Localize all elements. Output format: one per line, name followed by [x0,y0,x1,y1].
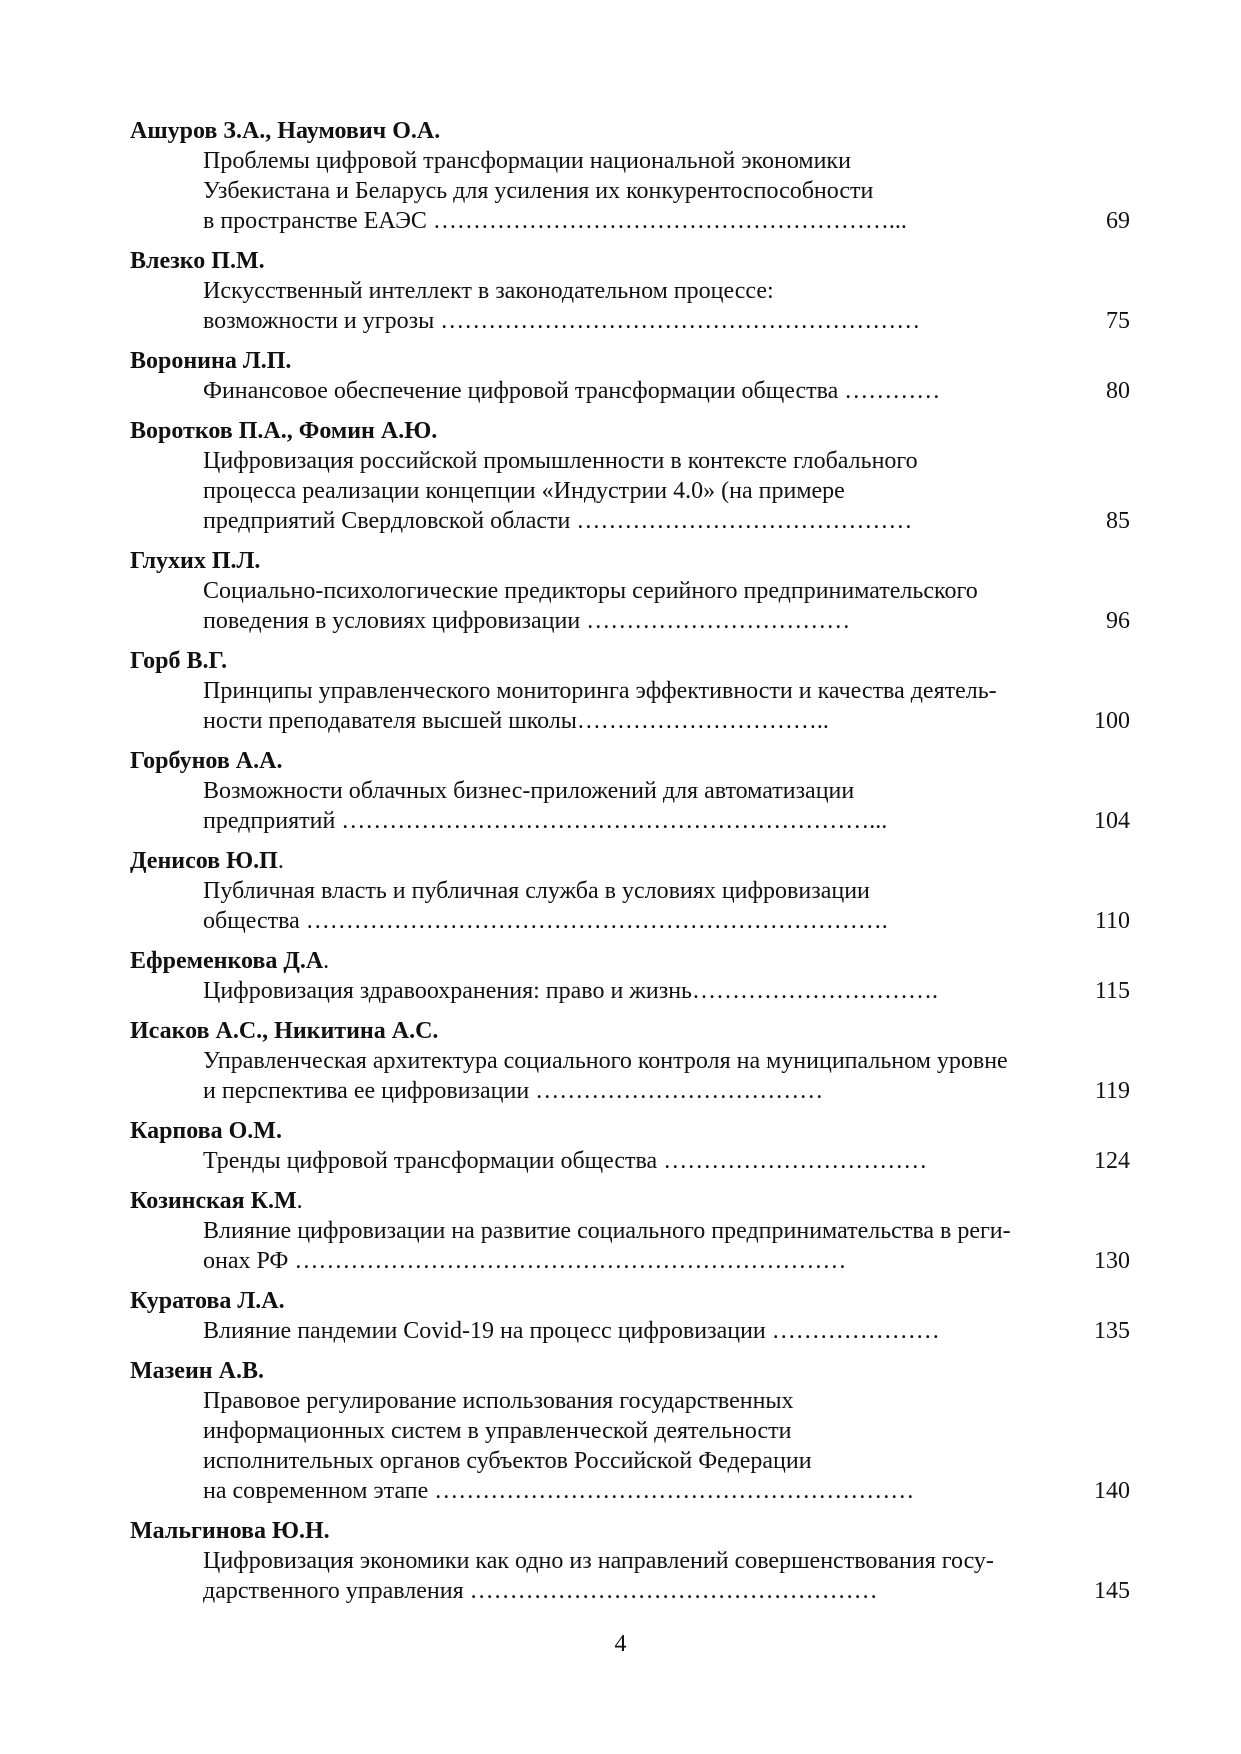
title-line: информационных систем в управленческой деятельности [203,1418,792,1444]
toc-entry-page: 119 [1094,1078,1130,1104]
toc-entry-title [130,876,1130,936]
toc-entry [130,1016,1130,1106]
title-line: на современном этапе …………………………………………………… [203,1478,915,1504]
toc-entry-page: 145 [1094,1578,1130,1604]
toc-entry-title [130,1046,1130,1106]
toc-entry-authors [130,1286,1130,1316]
title-line: предприятий …………………………………………………………... [203,808,888,834]
toc-entry-page: 130 [1094,1248,1130,1274]
toc-entry-authors [130,946,1130,976]
toc-entry [130,846,1130,936]
toc-entry-title [130,1316,1130,1346]
toc-entry [130,946,1130,1006]
title-line: Цифровизация экономики как одно из направлений совершенствования госу- [203,1548,994,1574]
toc-entry-page: 80 [1106,378,1130,404]
author-names: Ефременкова Д.А [130,948,324,974]
toc-entry-page: 96 [1106,608,1130,634]
title-line: Принципы управленческого мониторинга эффективности и качества деятель- [203,678,997,704]
author-names: Куратова Л.А. [130,1288,285,1314]
toc-entry-authors [130,846,1130,876]
author-names: Воротков П.А., Фомин А.Ю. [130,418,438,444]
toc-entry-title [130,276,1130,336]
author-names: Глухих П.Л. [130,548,261,574]
title-line: в пространстве ЕАЭС …………………………………………………... [203,208,907,234]
toc-entry [130,1516,1130,1606]
title-line: дарственного управления …………………………………………… [203,1578,878,1604]
title-line: Узбекистана и Беларусь для усиления их конкурентоспособности [203,178,874,204]
toc-entry-title [130,1216,1130,1276]
title-line: Возможности облачных бизнес-приложений для автоматизации [203,778,855,804]
toc-entry-authors [130,1016,1130,1046]
page-number: 4 [614,1631,627,1657]
title-line: Влияние пандемии Covid-19 на процесс цифровизации ………………… [203,1318,940,1344]
table-of-contents [130,116,1130,1616]
author-names: Исаков А.С., Никитина А.С. [130,1018,439,1044]
toc-entry-authors [130,546,1130,576]
title-line: Социально-психологические предикторы серийного предпринимательского [203,578,978,604]
toc-entry-title [130,376,1130,406]
title-line: Цифровизация российской промышленности в контексте глобального [203,448,918,474]
toc-entry-authors [130,1186,1130,1216]
title-line: предприятий Свердловской области …………………………………… [203,508,913,534]
toc-entry-page: 140 [1094,1478,1130,1504]
toc-entry-title [130,776,1130,836]
title-line: онах РФ …………………………………………………………… [203,1248,847,1274]
title-line: ности преподавателя высшей школы………………………….. [203,708,829,734]
toc-entry-authors [130,416,1130,446]
toc-entry-page: 85 [1106,508,1130,534]
title-line: Тренды цифровой трансформации общества …………………………… [203,1148,928,1174]
title-line: Влияние цифровизации на развитие социального предпринимательства в реги- [203,1218,1011,1244]
toc-entry-page: 104 [1094,808,1130,834]
author-names: Мальгинова Ю.Н. [130,1518,330,1544]
toc-entry-page: 110 [1094,908,1130,934]
title-line: процесса реализации концепции «Индустрии 4.0» (на примере [203,478,845,504]
toc-entry-page: 69 [1106,208,1130,234]
title-line: и перспектива ее цифровизации ……………………………… [203,1078,824,1104]
toc-entry [130,1116,1130,1176]
author-names: Влезко П.М. [130,248,265,274]
author-names: Горб В.Г. [130,648,228,674]
toc-entry [130,246,1130,336]
toc-entry-authors [130,646,1130,676]
author-names: Денисов Ю.П [130,848,278,874]
toc-entry-title [130,146,1130,236]
toc-entry-authors [130,246,1130,276]
author-suffix: . [323,948,330,974]
toc-entry [130,416,1130,536]
author-suffix: . [277,848,284,874]
author-suffix: . [296,1188,303,1214]
author-names: Мазеин А.В. [130,1358,264,1384]
title-line: поведения в условиях цифровизации …………………………… [203,608,851,634]
author-names: Козинская К.М [130,1188,297,1214]
author-names: Горбунов А.А. [130,748,283,774]
toc-entry-title [130,676,1130,736]
toc-entry-authors [130,346,1130,376]
toc-entry-title [130,1386,1130,1506]
toc-entry-page: 124 [1094,1148,1130,1174]
title-line: Финансовое обеспечение цифровой трансформации общества ………… [203,378,941,404]
toc-entry [130,1186,1130,1276]
title-line: возможности и угрозы …………………………………………………… [203,308,921,334]
toc-entry-title [130,976,1130,1006]
toc-entry-authors [130,116,1130,146]
toc-entry-title [130,446,1130,536]
toc-entry-page: 115 [1094,978,1130,1004]
toc-entry-authors [130,746,1130,776]
toc-entry-page: 100 [1094,708,1130,734]
toc-entry-page: 135 [1094,1318,1130,1344]
title-line: Публичная власть и публичная служба в условиях цифровизации [203,878,870,904]
toc-entry-title [130,576,1130,636]
author-names: Воронина Л.П. [130,348,292,374]
author-names: Ашуров З.А., Наумович О.А. [130,118,441,144]
title-line: исполнительных органов субъектов Российской Федерации [203,1448,812,1474]
author-names: Карпова О.М. [130,1118,282,1144]
title-line: общества ………………………………………………………………. [203,908,888,934]
toc-entry [130,746,1130,836]
toc-entry-page: 75 [1106,308,1130,334]
title-line: Управленческая архитектура социального контроля на муниципальном уровне [203,1048,1008,1074]
title-line: Искусственный интеллект в законодательном процессе: [203,278,774,304]
toc-entry-authors [130,1356,1130,1386]
toc-entry-authors [130,1516,1130,1546]
toc-entry [130,646,1130,736]
title-line: Цифровизация здравоохранения: право и жизнь…………………………. [203,978,938,1004]
toc-entry-title [130,1546,1130,1606]
toc-entry [130,346,1130,406]
toc-entry-authors [130,1116,1130,1146]
toc-entry [130,1286,1130,1346]
title-line: Правовое регулирование использования государственных [203,1388,794,1414]
toc-entry-title [130,1146,1130,1176]
toc-entry [130,546,1130,636]
title-line: Проблемы цифровой трансформации национальной экономики [203,148,851,174]
toc-entry [130,116,1130,236]
toc-entry [130,1356,1130,1506]
